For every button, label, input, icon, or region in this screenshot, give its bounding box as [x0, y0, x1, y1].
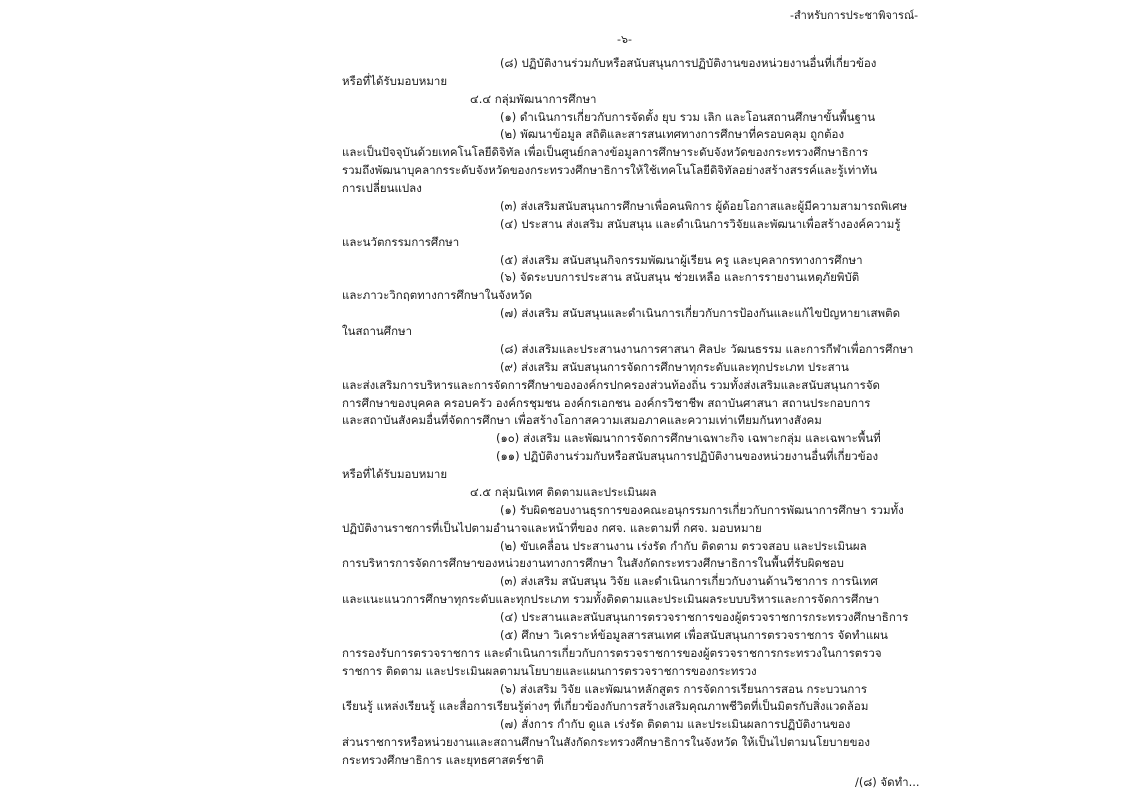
text-line: ในสถานศึกษา: [342, 324, 413, 338]
text-line: การศึกษาของบุคคล ครอบครัว องค์กรชุมชน องค์กรเอกชน องค์กรวิชาชีพ สถาบันศาสนา สถานประกอบการ: [342, 396, 871, 410]
section-heading: ๔.๕ กลุ่มนิเทศ ติดตามและประเมินผล: [470, 485, 657, 499]
text-line: การรองรับการตรวจราชการ และดำเนินการเกี่ยวกับการตรวจราชการของผู้ตรวจราชการกระทรวงในการตรวจ: [342, 646, 882, 660]
text-line: (๑) รับผิดชอบงานธุรการของคณะอนุกรรมการเกี่ยวกับการพัฒนาการศึกษา รวมทั้ง: [500, 503, 904, 517]
header-label: -สำหรับการประชาพิจารณ์-: [790, 9, 919, 22]
text-line: (๘) ปฏิบัติงานร่วมกับหรือสนับสนุนการปฏิบัติงานของหน่วยงานอื่นที่เกี่ยวข้อง: [500, 56, 877, 70]
text-line: และเป็นปัจจุบันด้วยเทคโนโลยีดิจิทัล เพื่อเป็นศูนย์กลางข้อมูลการศึกษาระดับจังหวัดของกระทรวงศึกษาธิการ: [342, 145, 869, 159]
text-line: (๓) ส่งเสริม สนับสนุน วิจัย และดำเนินการเกี่ยวกับงานด้านวิชาการ การนิเทศ: [500, 574, 878, 588]
text-line: (๕) ศึกษา วิเคราะห์ข้อมูลสารสนเทศ เพื่อสนับสนุนการตรวจราชการ จัดทำแผน: [500, 628, 888, 642]
text-line: (๔) ประสาน ส่งเสริม สนับสนุน และดำเนินการวิจัยและพัฒนาเพื่อสร้างองค์ความรู้: [500, 217, 901, 231]
text-line: ปฏิบัติงานราชการที่เป็นไปตามอำนาจและหน้าที่ของ กศจ. และตามที่ กศจ. มอบหมาย: [342, 521, 762, 535]
text-line: หรือที่ได้รับมอบหมาย: [342, 467, 448, 481]
text-line: (๒) ขับเคลื่อน ประสานงาน เร่งรัด กำกับ ติดตาม ตรวจสอบ และประเมินผล: [500, 539, 867, 553]
text-line: (๑๐) ส่งเสริม และพัฒนาการจัดการศึกษาเฉพาะกิจ เฉพาะกลุ่ม และเฉพาะพื้นที่: [496, 431, 881, 445]
text-line: และสถาบันสังคมอื่นที่จัดการศึกษา เพื่อสร้างโอกาสความเสมอภาคและความเท่าเทียมกันทางสังคม: [342, 413, 822, 427]
text-line: (๒) พัฒนาข้อมูล สถิติและสารสนเทศทางการศึกษาที่ครอบคลุม ถูกต้อง: [500, 127, 845, 141]
text-line: (๑๑) ปฏิบัติงานร่วมกับหรือสนับสนุนการปฏิบัติงานของหน่วยงานอื่นที่เกี่ยวข้อง: [496, 449, 879, 463]
text-line: (๔) ประสานและสนับสนุนการตรวจราชการของผู้ตรวจราชการกระทรวงศึกษาธิการ: [500, 610, 909, 624]
text-line: (๗) ส่งเสริม สนับสนุนและดำเนินการเกี่ยวกับการป้องกันและแก้ไขปัญหายาเสพติด: [500, 306, 901, 320]
page-number: -๖-: [617, 33, 632, 46]
text-line: (๙) ส่งเสริม สนับสนุนการจัดการศึกษาทุกระดับและทุกประเภท ประสาน: [500, 360, 849, 374]
text-line: ส่วนราชการหรือหน่วยงานและสถานศึกษาในสังกัดกระทรวงศึกษาธิการในจังหวัด ให้เป็นไปตามนโยบายของ: [342, 735, 870, 749]
text-line: และแนะแนวการศึกษาทุกระดับและทุกประเภท รวมทั้งติดตามและประเมินผลระบบบริหารและการจัดการศึกษา: [342, 592, 880, 606]
text-line: (๑) ดำเนินการเกี่ยวกับการจัดตั้ง ยุบ รวม เลิก และโอนสถานศึกษาขั้นพื้นฐาน: [500, 110, 876, 124]
text-line: (๗) สั่งการ กำกับ ดูแล เร่งรัด ติดตาม และประเมินผลการปฏิบัติงานของ: [500, 717, 851, 731]
text-line: (๘) ส่งเสริมและประสานงานการศาสนา ศิลปะ วัฒนธรรม และการกีฬาเพื่อการศึกษา: [500, 342, 914, 356]
text-line: และส่งเสริมการบริหารและการจัดการศึกษาขององค์กรปกครองส่วนท้องถิ่น รวมทั้งส่งเสริมและสนับสนุนการจัด: [342, 378, 881, 392]
text-line: (๖) ส่งเสริม วิจัย และพัฒนาหลักสูตร การจัดการเรียนการสอน กระบวนการ: [500, 682, 868, 696]
text-line: (๖) จัดระบบการประสาน สนับสนุน ช่วยเหลือ และการรายงานเหตุภัยพิบัติ: [500, 270, 860, 284]
text-line: และนวัตกรรมการศึกษา: [342, 235, 460, 249]
text-line: เรียนรู้ แหล่งเรียนรู้ และสื่อการเรียนรู้ต่างๆ ที่เกี่ยวข้องกับการสร้างเสริมคุณภาพชีวิตที่เป็นมิตรกับสิ่งแวดล้อม: [342, 699, 869, 713]
text-line: ราชการ ติดตาม และประเมินผลตามนโยบายและแผนการตรวจราชการของกระทรวง: [342, 664, 757, 678]
text-line: รวมถึงพัฒนาบุคลากรระดับจังหวัดของกระทรวงศึกษาธิการให้ใช้เทคโนโลยีดิจิทัลอย่างสร้างสรรค์และรู้เท่าทัน: [342, 163, 878, 177]
text-line: หรือที่ได้รับมอบหมาย: [342, 74, 448, 88]
text-line: (๓) ส่งเสริมสนับสนุนการศึกษาเพื่อคนพิการ ผู้ด้อยโอกาสและผู้มีความสามารถพิเศษ: [500, 199, 908, 213]
text-line: การบริหารการจัดการศึกษาของหน่วยงานทางการศึกษา ในสังกัดกระทรวงศึกษาธิการในพื้นที่รับผิดชอบ: [342, 556, 844, 570]
text-line: และภาวะวิกฤตทางการศึกษาในจังหวัด: [342, 288, 533, 302]
text-line: การเปลี่ยนแปลง: [342, 181, 422, 195]
section-heading: ๔.๔ กลุ่มพัฒนาการศึกษา: [470, 92, 597, 106]
text-line: (๕) ส่งเสริม สนับสนุนกิจกรรมพัฒนาผู้เรียน ครู และบุคลากรทางการศึกษา: [500, 253, 863, 267]
continuation-marker: /(๘) จัดทำ...: [855, 775, 920, 789]
text-line: กระทรวงศึกษาธิการ และยุทธศาสตร์ชาติ: [342, 753, 544, 767]
